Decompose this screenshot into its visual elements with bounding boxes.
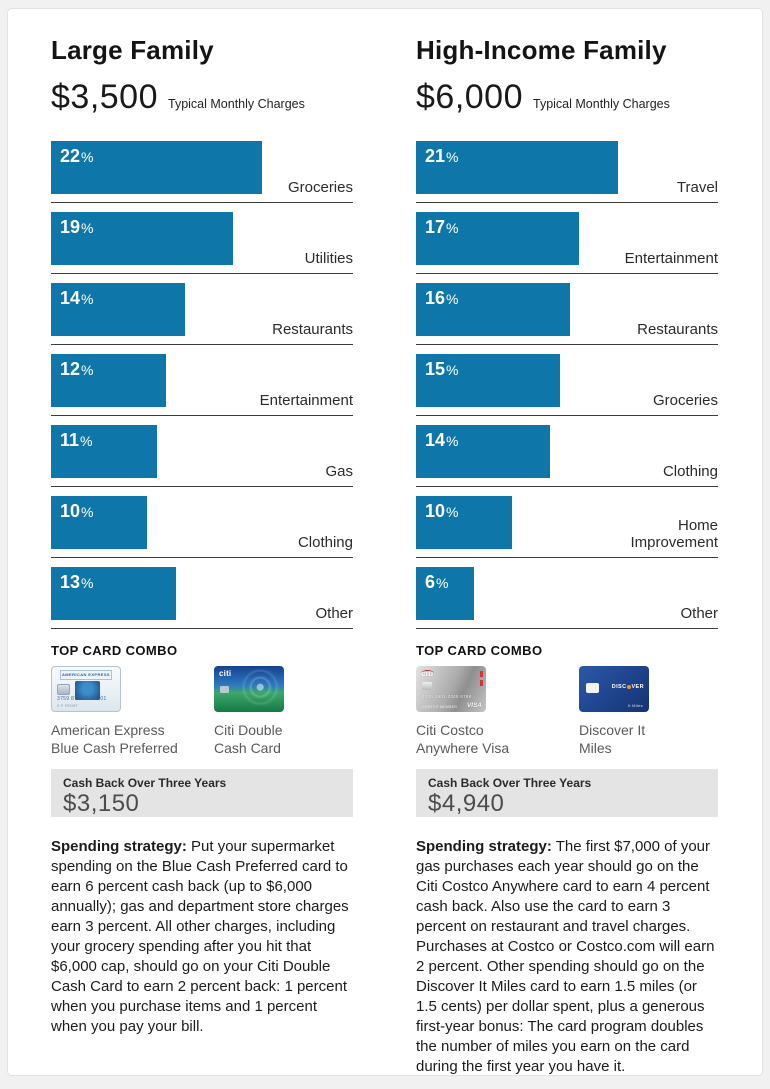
discover-logo-text: VER (631, 684, 644, 690)
spending-strategy-lead: Spending strategy: (51, 838, 187, 855)
spending-strategy-lead: Spending strategy: (416, 838, 552, 855)
bar (51, 567, 176, 620)
card-combo-row (51, 666, 353, 757)
bar (416, 354, 560, 407)
bar-row (51, 283, 353, 345)
card-slot (214, 666, 377, 757)
card-chip-icon (57, 684, 70, 695)
bar-value-label: 13% (60, 572, 94, 592)
citi-logo: citi (421, 669, 434, 678)
bar (416, 496, 512, 549)
bar-value-label: 10% (60, 501, 94, 521)
bar-row (51, 425, 353, 487)
discover-logo-text: DISC (611, 684, 627, 690)
monthly-amount-caption: Typical Monthly Charges (168, 97, 305, 111)
spending-bar-chart (51, 141, 353, 629)
bar (51, 496, 147, 549)
bar (51, 283, 185, 336)
bar-category-label: Entertainment (259, 392, 353, 410)
card-name-line: Discover It (579, 722, 646, 738)
card-holder-label: COSTCO MEMBER (422, 705, 458, 709)
amex-brand-label: AMERICAN EXPRESS (60, 670, 112, 680)
bar-value-label: 17% (425, 217, 459, 237)
card-name-line: American Express (51, 722, 165, 738)
spending-strategy-body: Put your supermarket spending on the Blue Cash Preferred card to earn 6 percent cash back (up to $6,000 annually); gas and department store charges earn 3 percent. All other charges, including your grocery spending after you hit that $6,000 cap, should go on your Citi Double Cash Card to earn 2 percent back: 1 percent when you purchase items and 1 percent when you pay your bill. (51, 838, 349, 1035)
bar-value-label: 11% (60, 430, 93, 450)
bar-row (416, 141, 718, 203)
bar-category-label: Utilities (304, 250, 353, 268)
bar-value-label: 16% (425, 288, 459, 308)
column-large-family (51, 35, 353, 1076)
bar (416, 283, 570, 336)
cashback-box (51, 769, 353, 817)
bar-row (51, 354, 353, 416)
citi-logo-arc (421, 670, 434, 677)
spending-strategy (51, 837, 353, 1037)
card-name-line: Anywhere Visa (416, 740, 510, 756)
bar-category-label: Groceries (287, 179, 353, 197)
top-card-combo-heading: TOP CARD COMBO (416, 643, 543, 658)
bar-category-label: Gas (325, 463, 353, 481)
card-name-label (416, 721, 579, 757)
card-chip-icon (220, 686, 229, 693)
bar-category-label: Restaurants (637, 321, 718, 339)
bar-row (51, 496, 353, 558)
card-name-line: Citi Double (214, 722, 283, 738)
page-title: Large Family (51, 35, 214, 65)
visa-logo: VISA (466, 702, 482, 709)
card-combo-row (416, 666, 718, 757)
discover-it-miles-card-image (579, 666, 649, 712)
two-column-layout (8, 9, 762, 1076)
bar-row (416, 354, 718, 416)
bar-value-label: 22% (60, 146, 94, 166)
card-holder-label: C F FROST (57, 704, 79, 708)
monthly-amount-caption: Typical Monthly Charges (533, 97, 670, 111)
card-name-label (214, 721, 377, 757)
bar (416, 567, 474, 620)
cashback-label: Cash Back Over Three Years (428, 776, 592, 790)
spending-bar-chart (416, 141, 718, 629)
bar-category-label: Clothing (662, 463, 718, 481)
bar-row (416, 567, 718, 629)
card-accent-mark (480, 680, 483, 686)
amex-blue-cash-preferred-card-image (51, 666, 121, 712)
bar-category-label: Clothing (297, 534, 353, 552)
column-high-income-family (416, 35, 718, 1076)
bar (416, 141, 618, 194)
card-accent-mark (480, 671, 483, 677)
page-title: High-Income Family (416, 35, 667, 65)
card-name-line: Cash Card (214, 740, 281, 756)
bar-category-label: Other (680, 605, 718, 623)
bar-value-label: 12% (60, 359, 94, 379)
spending-strategy-body: The first $7,000 of your gas purchases each year should go on the Citi Costco Anywhere card to earn 4 percent cash back. Also use the card to earn 3 percent on restaurant and travel charges. Purchases at Costco or Costco.com will earn 2 percent. Other spending should go on the Discover It Miles card to earn 1.5 miles (or 1.5 cents) per dollar spent, plus a generous first-year bonus: The card program doubles the number of miles you earn on the card during the first year you have it. (416, 838, 715, 1075)
card-slot (579, 666, 742, 757)
citi-logo: citi (219, 669, 232, 678)
bar-value-label: 14% (60, 288, 94, 308)
discover-logo (612, 684, 644, 690)
bar-value-label: 19% (60, 217, 94, 237)
monthly-charges-row (51, 78, 353, 116)
card-name-line: Blue Cash Preferred (51, 740, 178, 756)
bar-category-label: Home Improvement (630, 517, 718, 552)
bar (51, 354, 166, 407)
bar-value-label: 21% (425, 146, 459, 166)
bar-row (416, 283, 718, 345)
bar (416, 425, 550, 478)
bar-category-label: Travel (676, 179, 718, 197)
monthly-amount: $6,000 (416, 78, 523, 116)
bar (51, 212, 233, 265)
citi-costco-anywhere-visa-card-image (416, 666, 486, 712)
discover-orange-dot-icon (627, 685, 631, 689)
monthly-charges-row (416, 78, 718, 116)
bar-category-label: Restaurants (272, 321, 353, 339)
cashback-value: $3,150 (63, 790, 140, 817)
bar-value-label: 15% (425, 359, 459, 379)
card-chip-icon (586, 683, 599, 693)
bar (416, 212, 579, 265)
bar-row (416, 496, 718, 558)
card-number-label: 4005 3901 2345 6789 (422, 694, 472, 699)
citi-double-cash-card-image (214, 666, 284, 712)
top-card-combo-heading: TOP CARD COMBO (51, 643, 178, 658)
bar-row (51, 141, 353, 203)
spending-strategy (416, 837, 718, 1076)
card-slot (51, 666, 214, 757)
bar-row (51, 567, 353, 629)
bar-row (416, 212, 718, 274)
bar-category-label: Entertainment (624, 250, 718, 268)
cashback-value: $4,940 (428, 790, 505, 817)
card-name-label (51, 721, 214, 757)
card-name-label (579, 721, 742, 757)
infographic-card (7, 8, 763, 1076)
bar-category-label: Groceries (652, 392, 718, 410)
card-product-label: it Miles (628, 703, 643, 708)
cashback-label: Cash Back Over Three Years (63, 776, 227, 790)
bar-category-label: Other (315, 605, 353, 623)
card-slot (416, 666, 579, 757)
cashback-box (416, 769, 718, 817)
bar (51, 141, 262, 194)
bar-row (416, 425, 718, 487)
bar-value-label: 10% (425, 501, 459, 521)
bar-value-label: 14% (425, 430, 459, 450)
monthly-amount: $3,500 (51, 78, 158, 116)
card-name-line: Citi Costco (416, 722, 484, 738)
card-chip-icon (422, 682, 432, 690)
card-name-line: Miles (579, 740, 612, 756)
card-number-label: 3759 876543 21001 (57, 696, 107, 702)
bar-value-label: 6% (425, 572, 449, 592)
bar (51, 425, 157, 478)
bar-row (51, 212, 353, 274)
